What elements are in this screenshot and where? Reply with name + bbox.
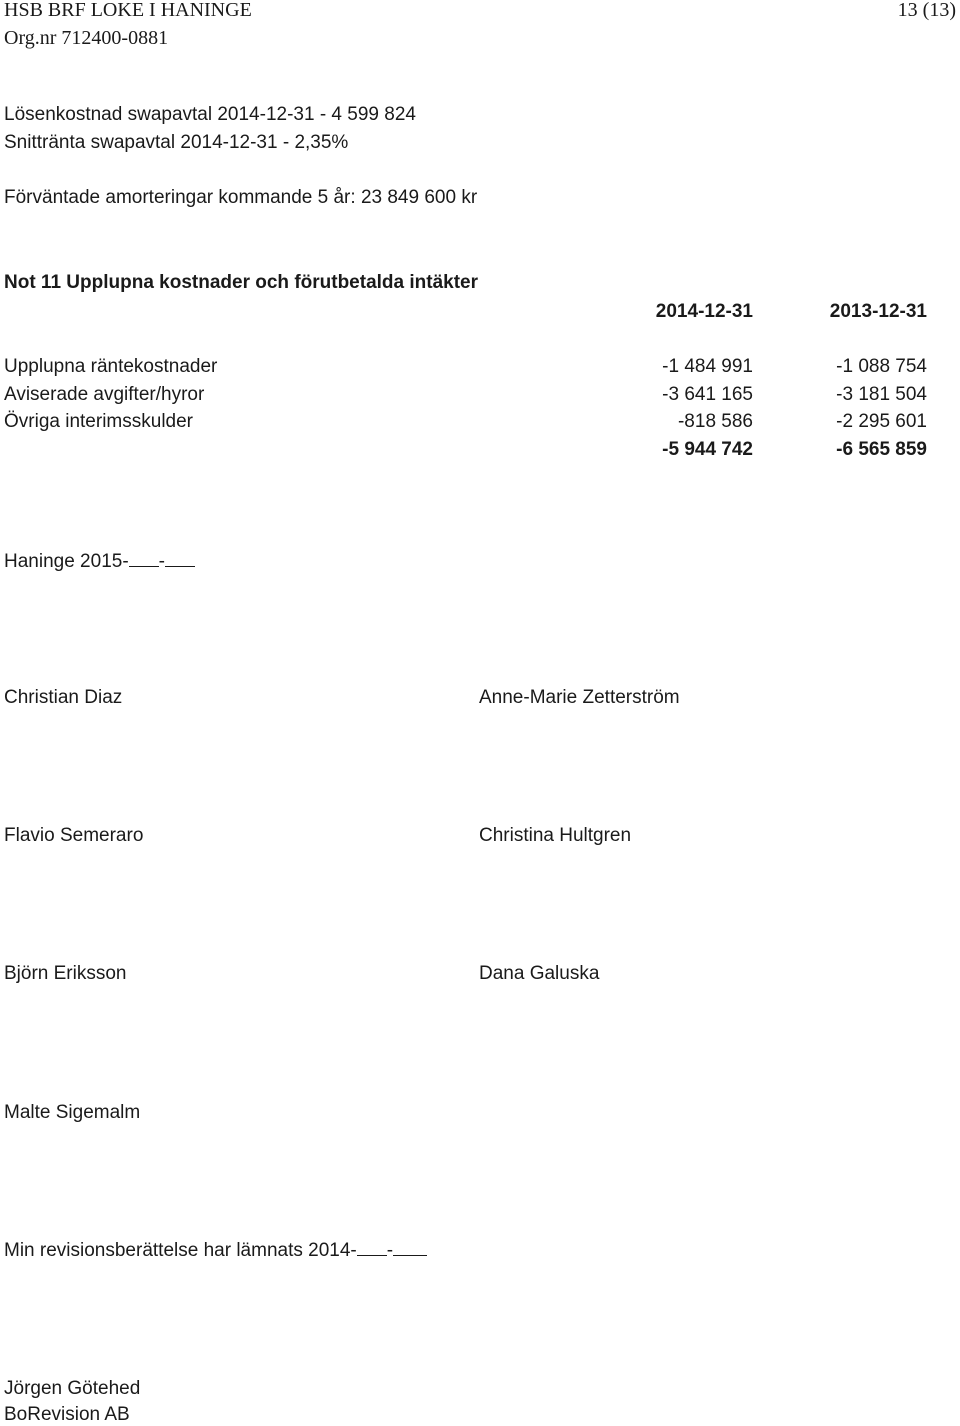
row-label-billed-fees: Aviserade avgifter/hyror — [4, 384, 205, 405]
expected-amortizations: Förväntade amorteringar kommande 5 år: 23 849 600 kr — [4, 187, 478, 208]
signatory-name: Björn Eriksson — [4, 963, 127, 984]
swap-redemption-cost: Lösenkostnad swapavtal 2014-12-31 - 4 599 824 — [4, 104, 416, 125]
swap-average-rate: Snittränta swapavtal 2014-12-31 - 2,35% — [4, 132, 349, 153]
column-header-2013: 2013-12-31 — [829, 301, 927, 322]
row-value-2013: -3 181 504 — [836, 384, 927, 405]
page-number: 13 (13) — [897, 0, 956, 21]
audit-report-statement — [4, 1239, 427, 1262]
row-label-accrued-interest: Upplupna räntekostnader — [4, 356, 218, 377]
row-value-2013: -2 295 601 — [836, 411, 927, 432]
row-value-2014: -818 586 — [677, 411, 753, 432]
date-separator: - — [158, 551, 165, 572]
date-separator: - — [386, 1240, 394, 1261]
auditor-firm: BoRevision AB — [4, 1404, 130, 1425]
column-header-2014: 2014-12-31 — [655, 301, 753, 322]
row-value-2014: -1 484 991 — [662, 356, 753, 377]
signatory-name: Christina Hultgren — [479, 825, 632, 846]
signatory-name: Dana Galuska — [479, 963, 600, 984]
note-11-title: Not 11 Upplupna kostnader och förutbetalda intäkter — [4, 272, 479, 293]
signatory-name: Anne-Marie Zetterström — [479, 687, 680, 708]
month-blank — [129, 550, 159, 567]
day-blank — [165, 550, 195, 567]
auditor-name: Jörgen Götehed — [4, 1378, 141, 1399]
association-name: HSB BRF LOKE I HANINGE — [4, 0, 252, 21]
place-date-line — [4, 550, 195, 573]
row-value-2014: -3 641 165 — [662, 384, 753, 405]
signatory-name: Malte Sigemalm — [4, 1102, 141, 1123]
row-value-2013: -1 088 754 — [836, 356, 927, 377]
org-number: Org.nr 712400-0881 — [4, 27, 169, 49]
place-date-prefix: Haninge 2015- — [4, 551, 129, 572]
signatory-name: Christian Diaz — [4, 687, 123, 708]
day-blank — [393, 1239, 427, 1256]
total-2014: -5 944 742 — [662, 439, 753, 460]
audit-statement-prefix: Min revisionsberättelse har lämnats 2014- — [4, 1240, 357, 1261]
total-2013: -6 565 859 — [836, 439, 927, 460]
signatory-name: Flavio Semeraro — [4, 825, 144, 846]
month-blank — [357, 1239, 387, 1256]
row-label-other-accruals: Övriga interimsskulder — [4, 411, 193, 432]
